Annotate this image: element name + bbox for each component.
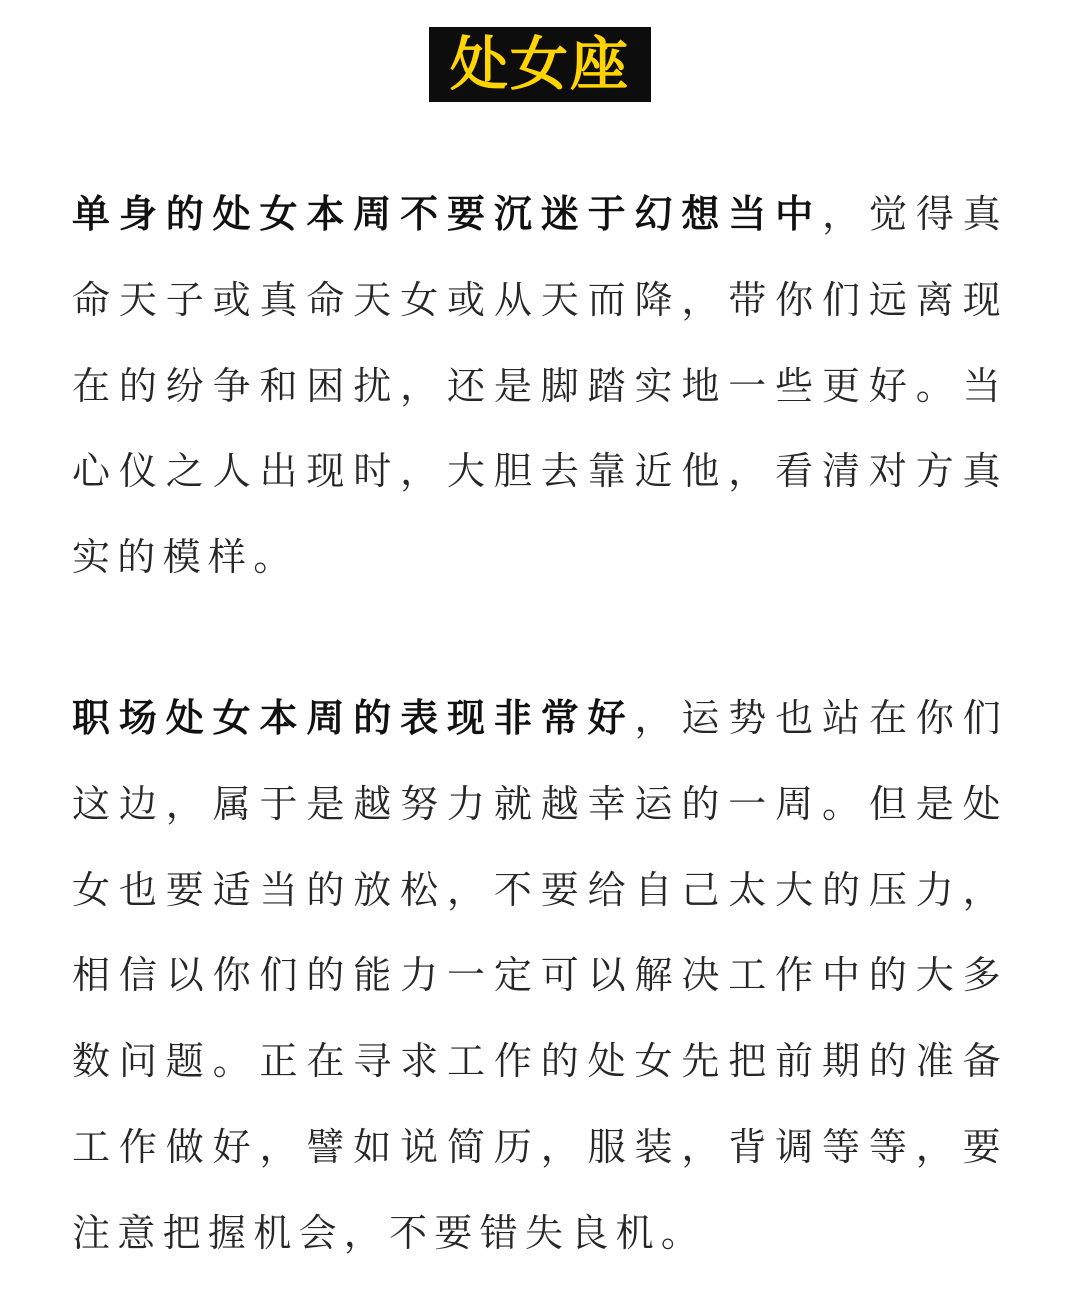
paragraph-lead-bold: 单身的处女本周不要沉迷于幻想当中 [72,192,823,236]
paragraph-single [72,172,1008,601]
page-title: 处女座 [429,27,651,102]
paragraph-lead-bold: 职场处女本周的表现非常好 [72,695,635,740]
article-body [72,172,1008,1277]
paragraph-text: ，觉得真命天子或真命天女或从天而降，带你们远离现在的纷争和困扰，还是脚踏实地一些更好。当心仪之人出现时，大胆去靠近他，看清对方真实的模样。 [72,192,1008,580]
paragraph-text: ，运势也站在你们这边，属于是越努力就越幸运的一周。但是处女也要适当的放松，不要给自己太大的压力，相信以你们的能力一定可以解决工作中的大多数问题。正在寻求工作的处女先把前期的准备工作做好，譬如说简历，服装，背调等等，要注意把握机会，不要错失良机。 [72,695,1008,1255]
title-banner [0,27,1080,102]
paragraph-career [72,676,1008,1277]
